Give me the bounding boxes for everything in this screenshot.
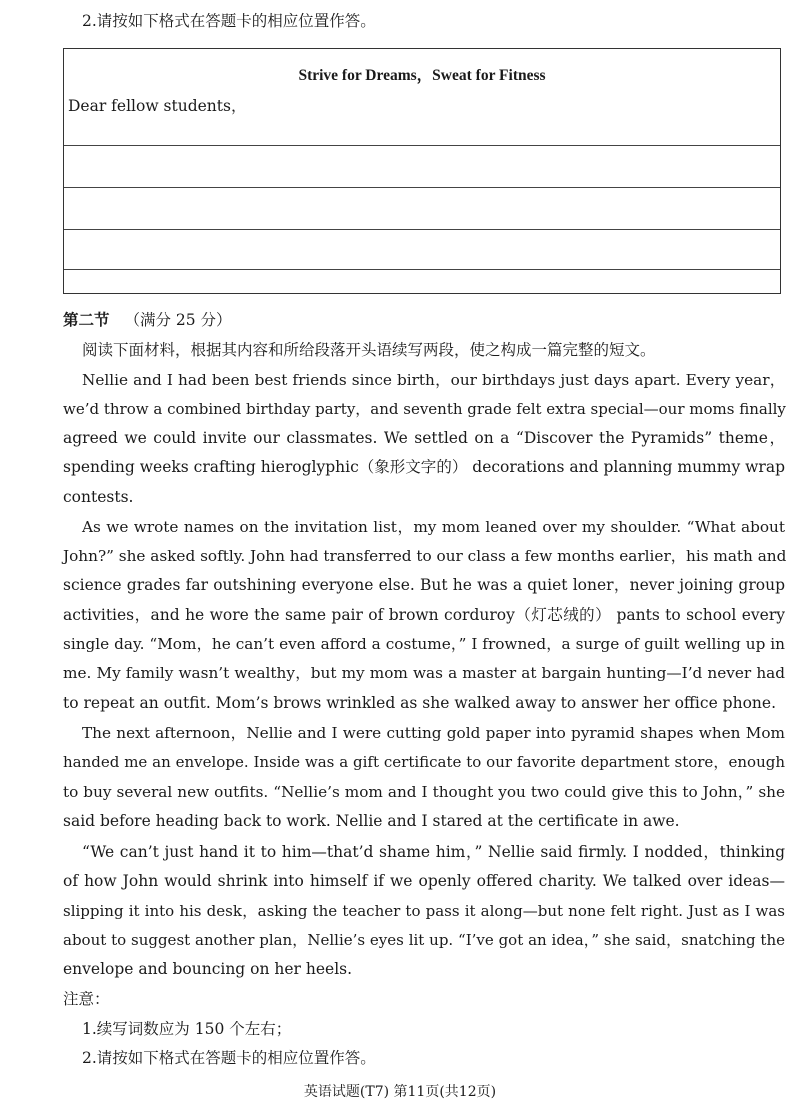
text-line: to repeat an outfit. Mom’s brows wrinkled as she walked away to answer her office phone.	[63, 694, 776, 712]
text-line: Nellie and I had been best friends since birth，our birthdays just days apart. Every year，	[82, 371, 785, 389]
text-line: we’d throw a combined birthday party，and seventh grade felt extra special—our moms finally	[63, 400, 786, 418]
writing-line	[64, 269, 780, 270]
writing-line	[64, 145, 780, 146]
notes-item-2: 2.请按如下格式在答题卡的相应位置作答。	[82, 1049, 376, 1067]
text-line: The next afternoon，Nellie and I were cutting gold paper into pyramid shapes when Mom	[82, 724, 785, 742]
text-line: of how John would shrink into himself if we openly offered charity. We talked over ideas—	[63, 872, 785, 890]
text-line: me. My family wasn’t wealthy，but my mom was a master at bargain hunting—I’d never had	[63, 664, 785, 682]
notes-heading: 注意：	[63, 990, 110, 1008]
text-line: envelope and bouncing on her heels.	[63, 960, 353, 978]
answer-box-greeting: Dear fellow students，	[68, 97, 247, 115]
text-line: “We can’t just hand it to him—that’d shame him，” Nellie said firmly. I nodded，thinking	[82, 843, 785, 861]
writing-line	[64, 229, 780, 230]
text-line: activities，and he wore the same pair of brown corduroy（灯芯绒的） pants to school every	[63, 606, 785, 624]
text-line: spending weeks crafting hieroglyphic（象形文字的） decorations and planning mummy wrap	[63, 458, 785, 476]
top-instruction: 2.请按如下格式在答题卡的相应位置作答。	[82, 12, 376, 30]
answer-box	[63, 48, 781, 294]
writing-line	[64, 187, 780, 188]
text-line: agreed we could invite our classmates. We settled on a “Discover the Pyramids” theme，	[63, 429, 785, 447]
text-line: John?” she asked softly. John had transferred to our class a few months earlier，his math and	[63, 547, 787, 565]
answer-box-title: Strive for Dreams，Sweat for Fitness	[298, 67, 546, 84]
section-directions: 阅读下面材料，根据其内容和所给段落开头语续写两段，使之构成一篇完整的短文。	[82, 341, 656, 359]
section-score: （满分 25 分）	[124, 311, 232, 329]
text-line: slipping it into his desk，asking the teacher to pass it along—but none felt right. Just as I was	[63, 902, 785, 920]
section-title: 第二节	[63, 310, 110, 329]
text-line: about to suggest another plan，Nellie’s eyes lit up. “I’ve got an idea，” she said，snatching the	[63, 931, 785, 949]
section-heading	[63, 310, 232, 330]
text-line: single day. “Mom，he can’t even afford a costume，” I frowned，a surge of guilt welling up in	[63, 635, 785, 653]
text-line: science grades far outshining everyone else. But he was a quiet loner，never joining group	[63, 576, 785, 594]
notes-item-1: 1.续写词数应为 150 个左右；	[82, 1020, 292, 1038]
page-footer: 英语试题(T7) 第11页(共12页)	[303, 1084, 497, 1100]
text-line: said before heading back to work. Nellie and I stared at the certificate in awe.	[63, 812, 680, 830]
text-line: to buy several new outfits. “Nellie’s mom and I thought you two could give this to John，” she	[63, 783, 785, 801]
text-line: handed me an envelope. Inside was a gift certificate to our favorite department store，enough	[63, 753, 785, 771]
text-line: contests.	[63, 488, 134, 506]
text-line: As we wrote names on the invitation list，my mom leaned over my shoulder. “What about	[82, 518, 785, 536]
